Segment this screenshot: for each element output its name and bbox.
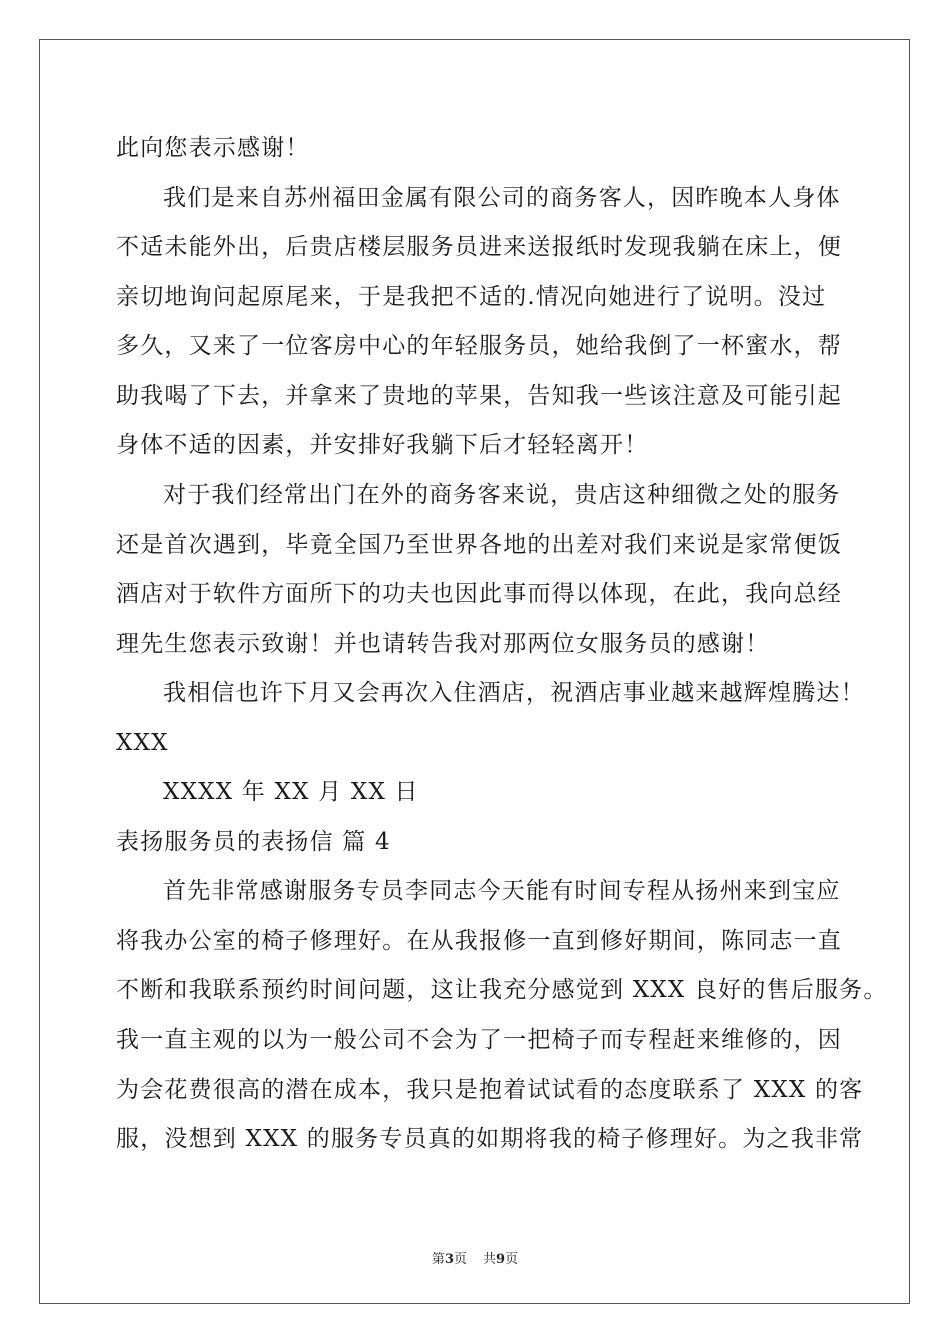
- paragraph-line: 我相信也许下月又会再次入住酒店，祝酒店事业越来越辉煌腾达！: [163, 680, 865, 706]
- total-prefix: 共: [483, 1252, 497, 1267]
- paragraph-line: 理先生您表示致谢！并也请转告我对那两位女服务员的感谢！: [116, 631, 770, 657]
- paragraph-line: 不断和我联系预约时间问题，这让我充分感觉到 XXX 良好的售后服务。: [116, 977, 888, 1003]
- paragraph-line: 助我喝了下去，并拿来了贵地的苹果，告知我一些该注意及可能引起: [116, 383, 842, 409]
- paragraph-line: 不适未能外出，后贵店楼层服务员进来送报纸时发现我躺在床上，便: [116, 234, 842, 260]
- paragraph-line: 我们是来自苏州福田金属有限公司的商务客人，因昨晚本人身体: [163, 185, 841, 211]
- total-suffix: 页: [505, 1252, 519, 1267]
- paragraph-line: 多久，又来了一位客房中心的年轻服务员，她给我倒了一杯蜜水，帮: [116, 333, 842, 359]
- paragraph-line: 对于我们经常出门在外的商务客来说，贵店这种细微之处的服务: [163, 482, 841, 508]
- paragraph-line: 将我办公室的椅子修理好。在从我报修一直到修好期间，陈同志一直: [116, 928, 842, 954]
- paragraph-line: 服，没想到 XXX 的服务专员真的如期将我的椅子修理好。为之我非常: [116, 1126, 864, 1152]
- paragraph-line: 酒店对于软件方面所下的功夫也因此事而得以体现，在此，我向总经: [116, 581, 842, 607]
- signature-name: XXX: [116, 730, 169, 756]
- paragraph-line: 身体不适的因素，并安排好我躺下后才轻轻离开！: [116, 432, 649, 458]
- total-pages: 9: [496, 1252, 506, 1267]
- section-heading: 表扬服务员的表扬信 篇 4: [116, 829, 391, 855]
- page-suffix: 页: [453, 1252, 467, 1267]
- paragraph-line: 还是首次遇到，毕竟全国乃至世界各地的出差对我们来说是家常便饭: [116, 532, 842, 558]
- page-footer: [0, 1248, 950, 1267]
- paragraph-line: 此向您表示感谢！: [116, 135, 310, 161]
- page-prefix: 第: [431, 1252, 445, 1267]
- paragraph-line: 我一直主观的以为一般公司不会为了一把椅子而专程赶来维修的，因: [116, 1027, 842, 1053]
- paragraph-line: 亲切地询问起原尾来，于是我把不适的.情况向她进行了说明。没过: [116, 284, 827, 310]
- paragraph-line: 为会花费很高的潜在成本，我只是抱着试试看的态度联系了 XXX 的客: [116, 1077, 864, 1103]
- page-number: 3: [444, 1252, 454, 1267]
- paragraph-line: 首先非常感谢服务专员李同志今天能有时间专程从扬州来到宝应: [163, 878, 841, 904]
- page-border: [39, 39, 910, 1304]
- signature-date: XXXX 年 XX 月 XX 日: [163, 779, 419, 805]
